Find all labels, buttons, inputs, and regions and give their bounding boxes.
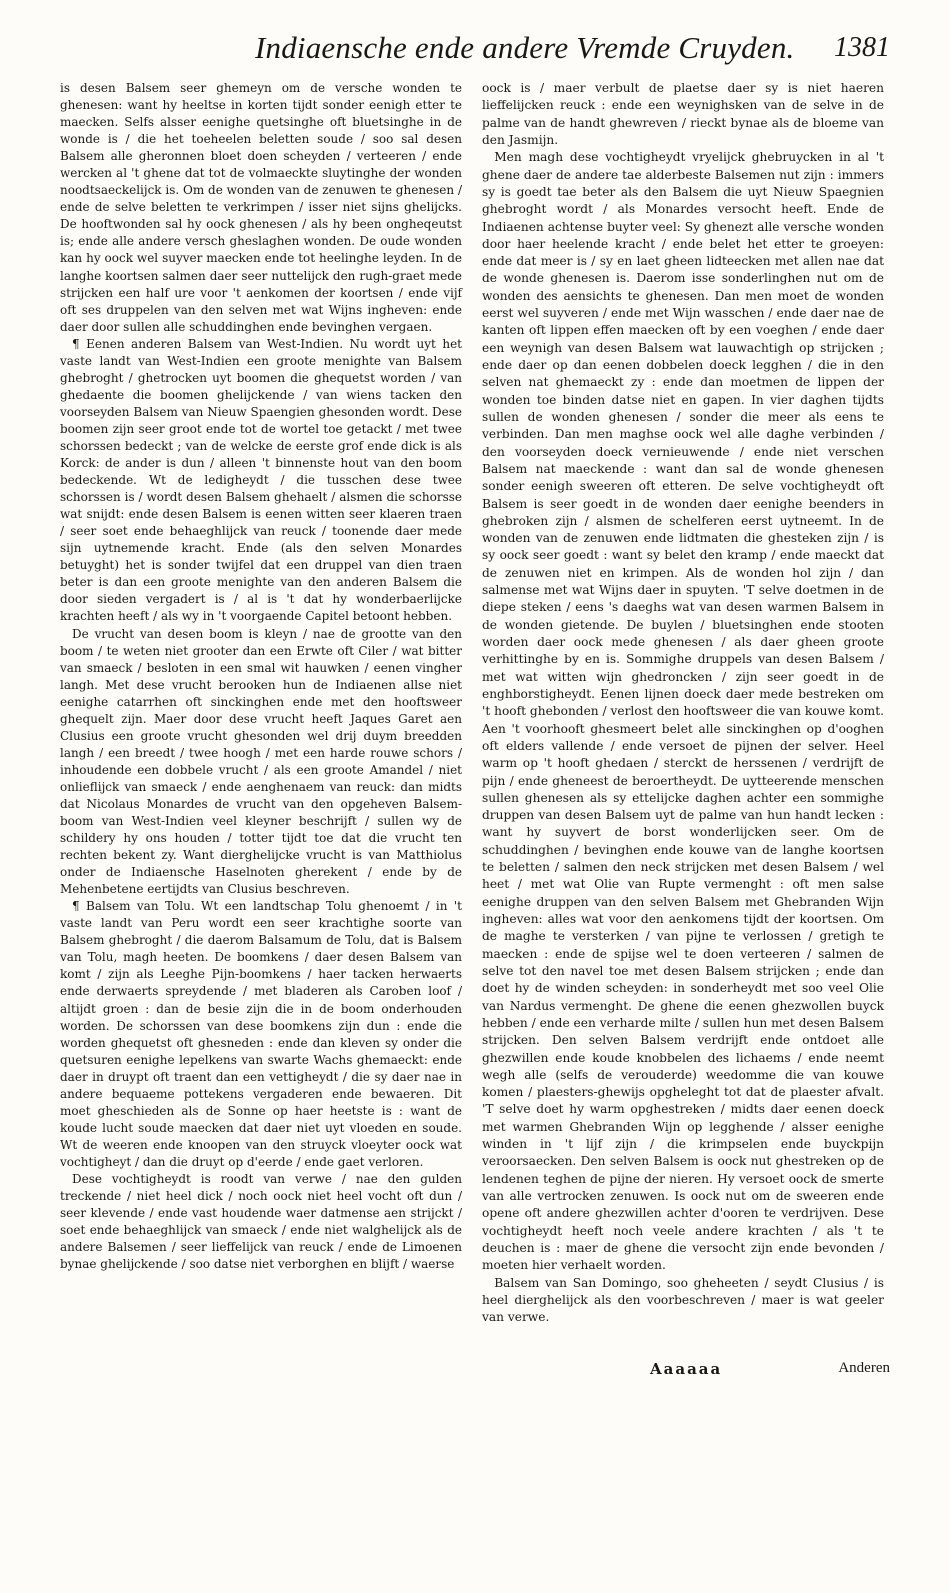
- page-header: [60, 30, 890, 78]
- paragraph-west-indies-balsam: ¶ Eenen anderen Balsem van West-Indien. Nu wordt uyt het vaste landt van West-Indien een groote menighte van Balsem ghebroght / ghetrocken uyt boomen die ghequetst worden / van ghedaente die boomen ghelijckende / van wiens tacken den voorseyden Balsem van Nieuw Spaengien ghesonden wordt. Dese boomen zijn seer groot ende tot de wortel toe getackt / met twee schorssen bedeckt ; van de welcke de eerste grof ende dick is als Korck: de ander is dun / alleen 't binnenste hout van den boom bedeckende. Wt de ledigheydt / die tusschen dese twee schorssen is / wordt desen Balsem ghehaelt / alsmen die schorsse wat snijdt: ende desen Balsem is eenen witten seer klaeren traen / seer soet ende behaeghlijck van reuck / toonende daer mede sijn uytnemende kracht. Ende (als den selven Monardes betuyght) het is sonder twijfel dat een druppel van dien traen beter is dan een groote menighte van den anderen Balsem die door sieden vergadert is / al is 't dat hy wonderbaerlijcke krachten heeft / als wy in 't voorgaende Capitel betoont hebben.: [60, 336, 462, 624]
- paragraph-balsam-of-tolu: ¶ Balsem van Tolu. Wt een landtschap Tolu ghenoemt / in 't vaste landt van Peru wordt een seer krachtighe soorte van Balsem ghebroght / die daerom Balsamum de Tolu, dat is Balsem van Tolu, magh heeten. De boomkens / daer desen Balsem van komt / zijn als Leeghe Pijn-boomkens / haer tacken herwaerts ende derwaerts spreydende / met bladeren als Caroben loof / altijdt groen : dan de besie zijn die in de boom onderhouden worden. De schorssen van dese boomkens zijn dun : ende die worden ghequetst oft ghesneden : ende dan kleven sy onder die quetsuren eenighe lepelkens van swarte Wachs ghemaeckt: ende daer in druypt oft traent dan een vettigheydt / die sy daer nae in andere bequaeme pottekens vergaderen ende bewaeren. Dit moet gheschieden als de Sonne op haer heetste is : want de koude lucht soude maecken dat daer niet uyt vloeden en soude. Wt de weeren ende knoopen van den struyck vloeyter oock wat vochtigheyt / dan die druyt op d'eerde / ende gaet verloren.: [60, 899, 462, 1169]
- left-column: [60, 80, 462, 1273]
- running-title: Indiaensche ende andere Vremde Cruyden.: [255, 30, 795, 65]
- paragraph-tolu-virtues: Men magh dese vochtigheydt vryelijck ghebruycken in al 't ghene daer de andere tae alderbeste Balsemen nut zijn : immers sy is goedt tae beter als den Balsem die uyt Nieuw Spaegnien ghebroght wordt / als Monardes versocht heeft. Ende de Indiaenen achtense buyter veel: Sy ghenezt alle versche wonden door haer heelende kracht / ende belet het etter te groeyen: ende dat meer is / sy en laet gheen lidteecken met allen nae dat de wonde ghenesen is. Daerom isse sonderlinghen nut om de wonden des aensichts te ghenesen. Dan men moet de wonden eerst wel suyveren / ende met Wijn wasschen / ende daer nae de kanten oft lippen effen maecken oft by een voeghen / ende daer een weynigh van desen Balsem wat lauwachtigh op strijcken ; ende daer op dan eenen dobbelen doeck legghen / die in den selven nat ghemaeckt zy : ende dan moetmen de lippen der wonden toe binden datse niet en gapen. In vier daghen tijdts sullen de wonden ghenesen / sonder die meer als eens te verbinden. Dan men maghse oock wel alle daghe verbinden / den voorseyden doeck vernieuwende / ende niet verschen Balsem nat maeckende : want dan sal de wonde ghenesen sonder eenigh sweeren oft etteren. De selve vochtigheydt oft Balsem is seer goedt in de wonden daer eenighe beenders in ghebroken zijn / alsmen de schelferen eerst uytneemt. In de wonden van de zenuwen ende lidtmaten die ghesteken zijn / is sy oock seer goedt : want sy belet den kramp / ende maeckt dat de zenuwen niet en krimpen. Als de wonden hol zijn / dan salmense met wat Wijns daer in spuyten. 'T selve doetmen in de diepe steken / eens 's daeghs wat van desen warmen Balsem in de wonden gietende. De buylen / bluetsinghen ende stooten worden daer oock mede ghenesen / als daer gheen groote verhittinghe by en is. Sommighe druppels van desen Balsem / met wat witten wijn ghedroncken / zijn seer goedt in de enghborstigheydt. Eenen lijnen doeck daer mede bestreken om 't hooft ghebonden / verlost den hooftsweer die van kouwe komt. Aen 't voorhooft ghesmeert belet alle sinckinghen op d'ooghen oft elders vallende / ende versoet de pijnen der selver. Heel warm op 't hooft ghedaen / sterckt de herssenen / verdrijft de pijn / ende gheneest de beroertheydt. De uytteerende menschen sullen ghenesen als sy ettelijcke daghen achter een sommighe druppen van desen Balsem uyt de palme van hun handt lecken : want hy suyvert de borst wonderlijcken seer. Om de schuddinghen / bevinghen ende kouwe van de langhe koortsen te beletten / salmen den neck strijcken met desen Balsem / wel heet / met wat Olie van Rupte vermenght : oft men salse eenighe druppen van den selven Balsem met Ghebranden Wijn ingheven: alles wat voor den aenkomens tijdt der koortsen. Om de maghe te versterken / van pijne te verlossen / gretigh te maecken : ende de spijse wel te doen verteeren / salmen de selve tot den navel toe met desen Balsem strijcken ; ende dan doet hy de winden scheyden: in sonderheydt met soo veel Olie van Nardus vermenght. De ghene die eenen ghezwollen buyck hebben / ende een verharde milte / sullen hun met desen Balsem strijcken. Den selven Balsem verdrijft ende ontdoet alle ghezwillen ende koude knobbelen des lichaems / ende neemt wegh alle (selfs de verouderde) weedomme die van kouwe komen / plaesters-ghewijs opgheleght tot dat de plaester afvalt. 'T selve doet hy warm opghestreken / midts daer eenen doeck met warmen Ghebranden Wijn op legghende / alsser eenighe winden in 't lijf zijn / die krimpselen ende buyckpijn veroorsaecken. Den selven Balsem is oock nut ghestreken op de lendenen teghen de pijne der nieren. Hy versoet oock de smerte van alle vertrocken zenuwen. Is oock nut om de sweeren ende opene oft andere ghezwillen achter d'ooren te verdrijven. Dese vochtigheydt heeft noch veele andere krachten / als 't te deuchen is : maer de ghene die versocht zijn ende bevonden / moeten hier verhaelt worden.: [482, 150, 884, 1273]
- paragraph-balsem-uses: is desen Balsem seer ghemeyn om de versche wonden te ghenesen: want hy heeltse in korten tijdt sonder eenigh etter te maecken. Selfs alsser eenighe quetsinghe oft bluetsinghe in de wonde is / die het toeheelen beletten soude / soo sal desen Balsem alle gheronnen bloet doen scheyden / verteeren / ende wercken al 't ghene dat tot de volmaeckte sluytinghe der wonden noodtsaeckelijck is. Om de wonden van de zenuwen te ghenesen / ende de selve beletten te verkrimpen / isser niet sijns ghelijcks. De hooftwonden sal hy oock ghenesen / als hy been ongheqeutst is; ende alle andere versch gheslaghen wonden. De oude wonden kan hy oock wel suyver maecken ende tot heelinghe leyden. In de langhe koortsen salmen daer seer nuttelijck den rugh-graet mede strijcken een half ure voor 't aenkomen der koortsen / ende vijf oft ses druppelen van den selven met wat Wijns ingheven: ende daer door sullen alle schuddinghen ende bevinghen vergaen.: [60, 81, 462, 334]
- catchword: Anderen: [838, 1360, 890, 1376]
- right-column: [482, 80, 884, 1327]
- paragraph-san-domingo-balsam: Balsem van San Domingo, soo gheheeten / seydt Clusius / is heel dierghelijck als den voorbeschreven / maer is wat geeler van verwe.: [482, 1275, 884, 1325]
- paragraph-tolu-scent: oock is / maer verbult de plaetse daer sy is niet haeren lieffelijcken reuck : ende een weynighsken van de selve in de palme van de handt ghewreven / rieckt bynae als de bloeme van den Jasmijn.: [482, 81, 884, 147]
- paragraph-tolu-properties: Dese vochtigheydt is roodt van verwe / nae den gulden treckende / niet heel dick / noch oock niet heel vocht oft dun / seer klevende / ende vast houdende waer datmense aen strijckt / soet ende behaeghlijck van smaeck / ende niet walghelijck als de andere Balsemen / seer lieffelijck van reuck / ende de Limoenen bynae ghelijckende / soo datse niet verborghen en blijft / waerse: [60, 1172, 462, 1272]
- paragraph-balsam-fruit: De vrucht van desen boom is kleyn / nae de grootte van den boom / te weten niet grooter dan een Erwte oft Ciler / wat bitter van smaeck / besloten in een smal wit hauwken / eenen vingher langh. Met dese vrucht berooken hun de Indiaenen allse niet eenighe catarrhen oft sinckinghen ende met den hooftsweer ghequelt zijn. Maer door dese vrucht heeft Jaques Garet aen Clusius een groote vrucht ghesonden wel drij duym breedden langh / een breedt / twee hoogh / met een harde rouwe schors / inhoudende een dobbele vrucht / als een groote Amandel / niet onlieflijck van smaeck / ende aenghenaem van reuck: dan midts dat Nicolaus Monardes de vrucht van den opgeheven Balsem-boom van West-Indien veel kleyner beschrijft / sullen wy de schildery hy ons houden / totter tijdt toe dat die vrucht ten rechten bekent zy. Want dierghelijcke vrucht is van Matthiolus onder de Indiaensche Haselnoten gherekent / ende by de Mehenbetene eertijdts van Clusius beschreven.: [60, 626, 462, 897]
- signature-mark: Aaaaaa: [650, 1360, 723, 1378]
- page-footer: [60, 1360, 890, 1382]
- page-number: 1381: [834, 32, 890, 63]
